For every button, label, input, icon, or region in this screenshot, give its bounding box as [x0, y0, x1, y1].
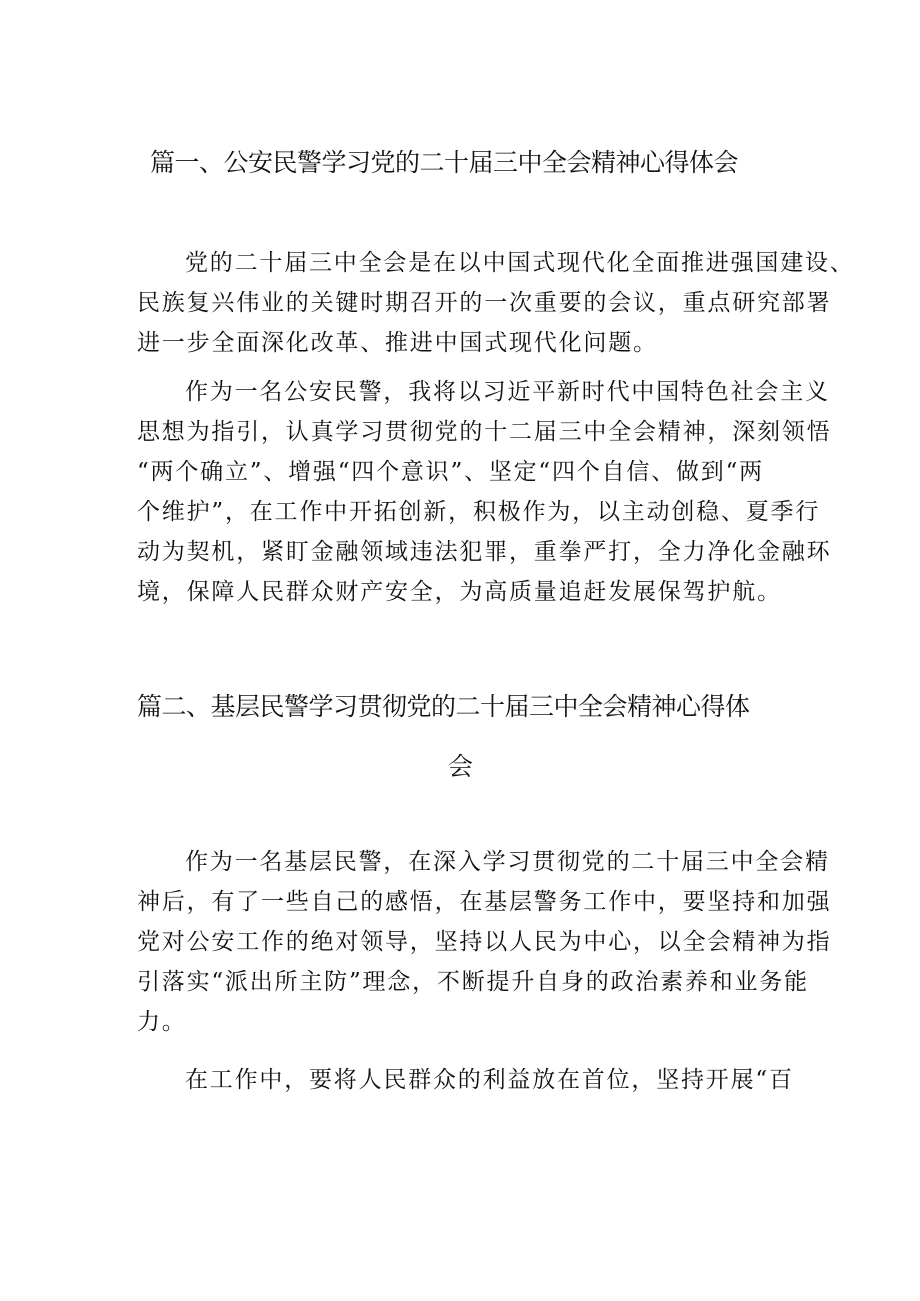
text-line: 党对公安工作的绝对领导，坚持以人民为中心，以全会精神为指 — [137, 929, 832, 955]
text-line: 力。 — [137, 1009, 187, 1035]
section1-title: 篇一、公安民警学习党的二十届三中全会精神心得体会 — [150, 148, 739, 177]
text-line: 在工作中，要将人民群众的利益放在首位，坚持开展“百 — [185, 1067, 794, 1093]
text-line: 作为一名基层民警，在深入学习贯彻党的二十届三中全会精 — [185, 849, 830, 875]
section2-paragraph-2 — [137, 1060, 797, 1100]
text-line: 引落实“派出所主防”理念，不断提升自身的政治素养和业务能 — [137, 969, 809, 995]
text-line: 民族复兴伟业的关键时期召开的一次重要的会议，重点研究部署 — [137, 290, 832, 316]
section2-title-line2: 会 — [448, 752, 473, 781]
text-line: 作为一名公安民警，我将以习近平新时代中国特色社会主义 — [185, 379, 830, 405]
text-line: 个维护”，在工作中开拓创新，积极作为，以主动创稳、夏季行 — [137, 499, 821, 525]
text-line: 进一步全面深化改革、推进中国式现代化问题。 — [137, 330, 658, 356]
section1-paragraph-2 — [137, 372, 832, 612]
text-line: 思想为指引，认真学习贯彻党的十二届三中全会精神，深刻领悟 — [137, 419, 832, 445]
section1-paragraph-1 — [137, 243, 855, 363]
section2-paragraph-1 — [137, 842, 832, 1042]
text-line: 境，保障人民群众财产安全，为高质量追赶发展保驾护航。 — [137, 579, 782, 605]
text-line: 动为契机，紧盯金融领域违法犯罪，重拳严打，全力净化金融环 — [137, 539, 832, 565]
text-line: 党的二十届三中全会是在以中国式现代化全面推进强国建设、 — [185, 250, 855, 276]
text-line: 神后，有了一些自己的感悟，在基层警务工作中，要坚持和加强 — [137, 889, 832, 915]
text-line: “两个确立”、增强“四个意识”、坚定“四个自信、做到“两 — [137, 459, 764, 485]
section2-title-line1: 篇二、基层民警学习贯彻党的二十届三中全会精神心得体 — [137, 692, 750, 721]
